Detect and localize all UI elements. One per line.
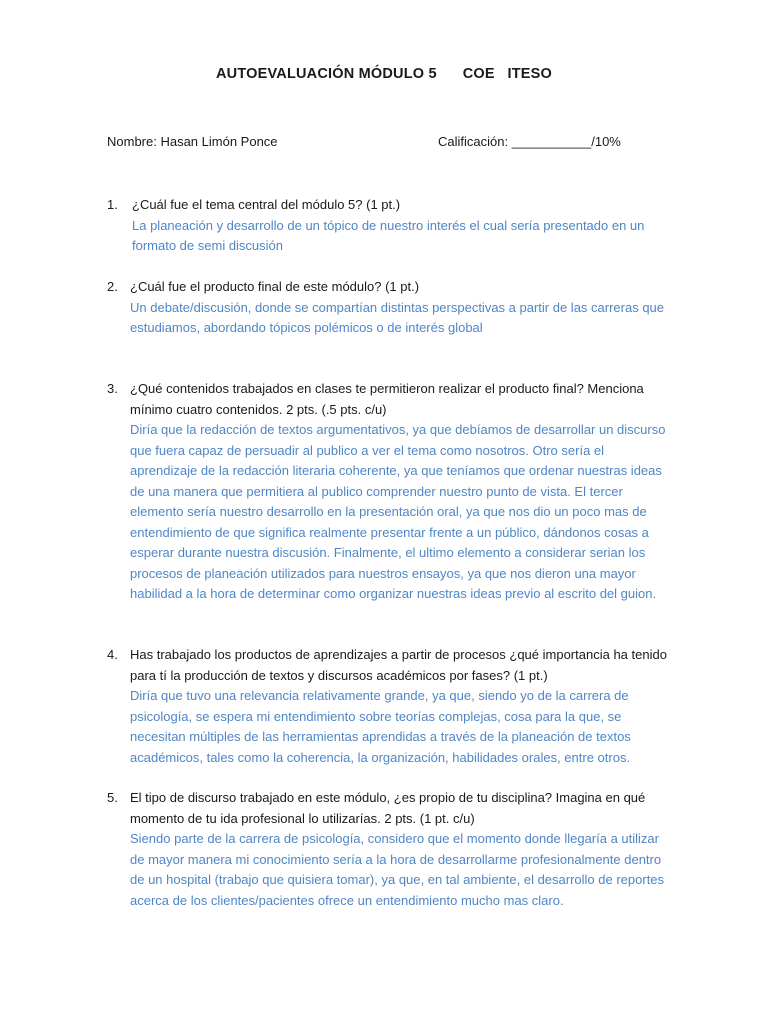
- question-number: 1.: [107, 197, 118, 212]
- title-iteso: ITESO: [507, 66, 552, 82]
- question-text: ¿Qué contenidos trabajados en clases te permitieron realizar el producto final? Menciona mínimo cuatro contenidos. 2 pts. (.5 pts. c/u): [130, 381, 644, 417]
- answer-text: Diría que la redacción de textos argumentativos, ya que debíamos de desarrollar un discurso que fuera capaz de persuadir al publico a ver el tema como nosotros. Otro sería el aprendizaje de la redacción literaria coherente, ya que teníamos que ordenar nuestras ideas de una manera que permitiera al publico comprender nuestro punto de vista. El tercer elemento sería nuestro desarrollo en la presentación oral, ya que nos dio un poco mas de entendimiento de que significa realmente presentar frente a un público, dándonos cosas a esperar durante nuestra discusión. Finalmente, el ultimo elemento a considerar serian los procesos de planeación utilizados para nuestros ensayos, ya que nos dieron una mayor habilidad a la hora de determinar como organizar nuestras ideas previo al escrito del guion.: [130, 422, 666, 601]
- question-number: 2.: [107, 279, 118, 294]
- question-number: 4.: [107, 647, 118, 662]
- answer-text: La planeación y desarrollo de un tópico de nuestro interés el cual sería presentado en un formato de semi discusión: [132, 217, 645, 253]
- grade-field: Calificación: ___________/10%: [438, 134, 621, 149]
- question-text: ¿Cuál fue el tema central del módulo 5? (1 pt.): [132, 197, 401, 212]
- question-text: El tipo de discurso trabajado en este módulo, ¿es propio de tu disciplina? Imagina en qué momento de tu ida profesional lo utilizarías. 2 pts. (1 pt. c/u): [130, 790, 646, 826]
- question-text: Has trabajado los productos de aprendizajes a partir de procesos ¿qué importancia ha tenido para tí la producción de textos y discursos académicos por fases? (1 pt.): [130, 647, 667, 683]
- question-item-3: [107, 379, 667, 605]
- title-main: AUTOEVALUACIÓN MÓDULO 5: [216, 66, 437, 82]
- question-number: 3.: [107, 381, 118, 396]
- question-item-4: [107, 645, 667, 768]
- answer-text: Siendo parte de la carrera de psicología, considero que el momento donde llegaría a utilizar de mayor manera mi conocimiento sería a la hora de desarrollarme profesionalmente dentro de un hospital (trabajo que quisiera tomar), ya que, en tal ambiente, el desarrollo de reportes acerca de los clientes/pacientes ofrece un entendimiento mucho mas claro.: [130, 831, 665, 908]
- title-coe: COE: [462, 66, 495, 82]
- page-title: [0, 66, 768, 82]
- question-item-1: [107, 195, 667, 257]
- question-number: 5.: [107, 790, 118, 805]
- question-item-2: [107, 277, 667, 339]
- question-item-5: [107, 788, 667, 911]
- student-name: Nombre: Hasan Limón Ponce: [107, 134, 278, 149]
- answer-text: Un debate/discusión, donde se compartían distintas perspectivas a partir de las carreras que estudiamos, abordando tópicos polémicos o de interés global: [130, 299, 665, 335]
- answer-text: Diría que tuvo una relevancia relativamente grande, ya que, siendo yo de la carrera de psicología, se espera mi entendimiento sobre teorías complejas, cosa para la que, se necesitan múltiples de las herramientas aprendidas a través de la planeación de textos académicos, tales como la coherencia, la organización, habilidades orales, entre otros.: [130, 688, 631, 765]
- question-text: ¿Cuál fue el producto final de este módulo? (1 pt.): [130, 279, 420, 294]
